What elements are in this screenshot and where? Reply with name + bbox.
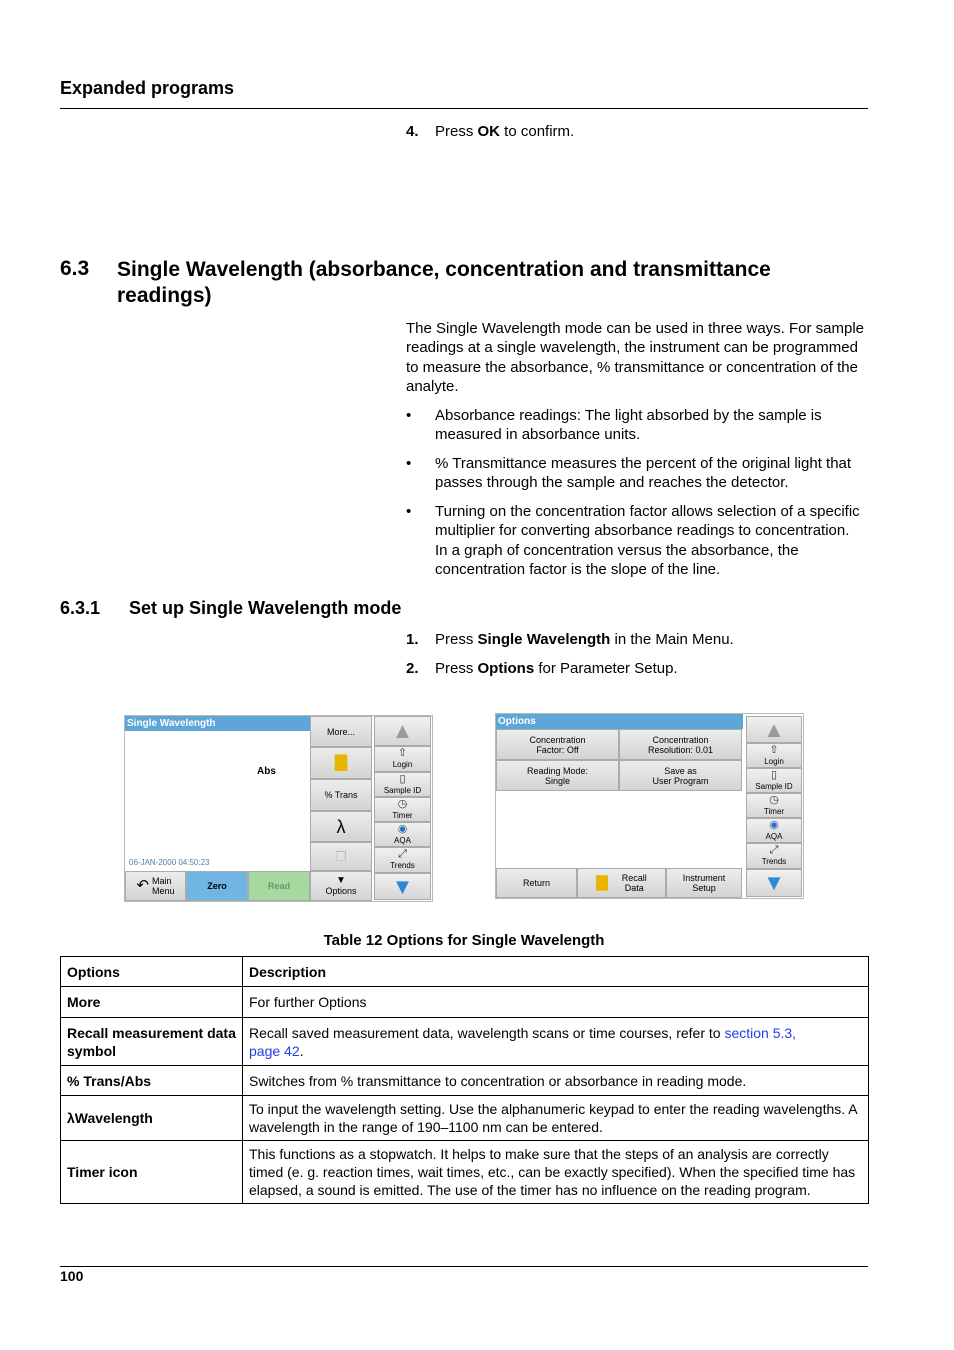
table-row [61, 1096, 869, 1141]
read-button[interactable]: Read [248, 871, 310, 901]
scroll-down-button[interactable] [374, 873, 431, 900]
bullet-dot: • [406, 455, 412, 472]
down-arrow-icon: ▼ [391, 874, 414, 899]
up-arrow-icon: ▲ [391, 718, 414, 743]
section-intro: The Single Wavelength mode can be used in three ways. For sample readings at a single wavelength, the instrument can be programmed to measure the absorbance, % transmittance or concentration of the analyte. [406, 320, 865, 395]
step-number: 2. [406, 660, 419, 677]
section-link[interactable]: section 5.3, [724, 1024, 797, 1041]
back-arrow-icon: ↶ [136, 877, 150, 894]
bullet-dot: • [406, 407, 412, 424]
timer-icon: ◷ [769, 794, 779, 806]
login-icon: ⇧ [397, 747, 408, 759]
bullet-text: Absorbance readings: The light absorbed by the sample is measured in absorbance units. [435, 407, 822, 444]
folder-icon: ▇ [596, 874, 608, 891]
table-row [61, 1141, 869, 1204]
step-text: Press Options for Parameter Setup. [435, 660, 678, 677]
screenshot-single-wavelength [124, 715, 433, 902]
table-row [61, 987, 869, 1018]
bullet-dot: • [406, 503, 412, 520]
options-table [60, 956, 869, 1204]
description-cell: This functions as a stopwatch. It helps to make sure that the steps of an analysis are correctly timed (e. g. reaction times, wait times, etc., can be exactly specified). When the specified time has elapsed, a sound is emitted. The use of the timer has no influence on the reading program. [243, 1141, 869, 1204]
description-cell: Switches from % transmittance to concentration or absorbance in reading mode. [243, 1066, 869, 1096]
option-cell: Timer icon [61, 1141, 243, 1204]
save-user-program-button[interactable]: Save as User Program [619, 760, 742, 791]
aqa-icon: ◉ [397, 823, 408, 835]
sidebar-item-aqa[interactable]: ◉ AQA [746, 818, 802, 843]
more-button[interactable]: More... [310, 716, 372, 747]
trans-button[interactable]: % Trans [310, 779, 372, 811]
option-cell: More [61, 987, 243, 1018]
screen-title: Single Wavelength [125, 716, 310, 731]
scroll-up-button[interactable] [374, 716, 431, 746]
recall-button[interactable] [310, 747, 372, 779]
vial-icon: ▯ [399, 773, 406, 785]
sidebar-item-login[interactable]: ⇧ Login [374, 746, 431, 772]
table-header: Options [61, 957, 243, 987]
description-cell: Recall saved measurement data, wavelength scans or time courses, refer to section 5.3, page 42. [243, 1018, 869, 1066]
page-number: 100 [60, 1268, 84, 1284]
option-cell: Recall measurement data symbol [61, 1018, 243, 1066]
login-icon: ⇧ [769, 744, 779, 756]
option-cell: λWavelength [61, 1096, 243, 1141]
return-button[interactable]: Return [496, 868, 577, 898]
sidebar-item-aqa[interactable]: ◉ AQA [374, 822, 431, 847]
step-text: Press OK to confirm. [435, 123, 575, 140]
copy-button[interactable] [310, 842, 372, 871]
sidebar-item-sample-id[interactable]: ▯ Sample ID [746, 768, 802, 793]
page-link[interactable]: page 42 [249, 1042, 300, 1059]
concentration-resolution-button[interactable]: Concentration Resolution: 0.01 [619, 729, 742, 760]
section-title: Single Wavelength (absorbance, concentration and transmittance readings) [117, 258, 771, 307]
step-number: 4. [406, 123, 419, 140]
description-cell: To input the wavelength setting. Use the alphanumeric keypad to enter the reading wavelengths. A wavelength in the range of 190–1100 nm can be entered. [243, 1096, 869, 1141]
screenshot-options [495, 713, 804, 899]
section-number: 6.3 [60, 257, 90, 280]
recall-data-button[interactable]: ▇ Recall Data [577, 868, 666, 898]
table-header-row [61, 957, 869, 987]
zero-button[interactable]: Zero [186, 871, 248, 901]
sidebar-item-trends[interactable]: ⤢ Trends [374, 847, 431, 873]
scroll-up-button[interactable] [746, 716, 802, 743]
vial-icon: ▯ [770, 769, 778, 781]
table-header: Description [243, 957, 869, 987]
trends-icon: ⤢ [398, 848, 407, 860]
copy-icon: ❐ [335, 848, 347, 864]
sidebar-item-trends[interactable]: ⤢ Trends [746, 843, 802, 869]
concentration-factor-button[interactable]: Concentration Factor: Off [496, 729, 619, 760]
sidebar-item-sample-id[interactable]: ▯ Sample ID [374, 772, 431, 797]
timer-icon: ◷ [397, 798, 408, 810]
table-row [61, 1066, 869, 1096]
lambda-icon: λ [336, 816, 346, 837]
timestamp: 06-JAN-2000 04:50:23 [129, 858, 210, 867]
folder-icon: ▇ [334, 754, 348, 771]
triangle-down-icon: ▼ [336, 875, 346, 886]
sidebar-item-login[interactable]: ⇧ Login [746, 743, 802, 768]
step-text: Press Single Wavelength in the Main Menu. [435, 631, 734, 648]
down-arrow-icon: ▼ [763, 870, 785, 895]
running-header: Expanded programs [60, 78, 235, 98]
scroll-down-button[interactable] [746, 869, 802, 897]
sidebar-item-timer[interactable]: ◷ Timer [374, 797, 431, 822]
aqa-icon: ◉ [769, 819, 779, 831]
step-number: 1. [406, 631, 419, 648]
main-menu-button[interactable]: ↶ Main Menu [125, 871, 186, 901]
wavelength-button[interactable] [310, 811, 372, 842]
trends-icon: ⤢ [769, 844, 779, 856]
reading-mode-button[interactable]: Reading Mode: Single [496, 760, 619, 791]
screen-title: Options [496, 714, 743, 729]
bullet-text: % Transmittance measures the percent of the original light that passes through the sample and reaches the detector. [435, 455, 852, 492]
footer-rule [60, 1266, 868, 1267]
bullet-text: Turning on the concentration factor allows selection of a specific multiplier for converting absorbance readings to concentration. In a graph of concentration versus the absorbance, the concentration factor is the slope of the line. [435, 503, 860, 578]
table-caption: Table 12 Options for Single Wavelength [323, 932, 605, 949]
header-rule [60, 108, 868, 109]
reading-mode-label: Abs [257, 766, 276, 777]
instrument-setup-button[interactable]: Instrument Setup [666, 868, 742, 898]
option-cell: % Trans/Abs [61, 1066, 243, 1096]
sidebar-item-timer[interactable]: ◷ Timer [746, 793, 802, 818]
subsection-title: Set up Single Wavelength mode [129, 598, 402, 618]
options-button[interactable]: ▼ Options [310, 871, 372, 901]
description-cell: For further Options [243, 987, 869, 1018]
subsection-number: 6.3.1 [60, 598, 101, 618]
up-arrow-icon: ▲ [763, 717, 785, 742]
table-row [61, 1018, 869, 1066]
